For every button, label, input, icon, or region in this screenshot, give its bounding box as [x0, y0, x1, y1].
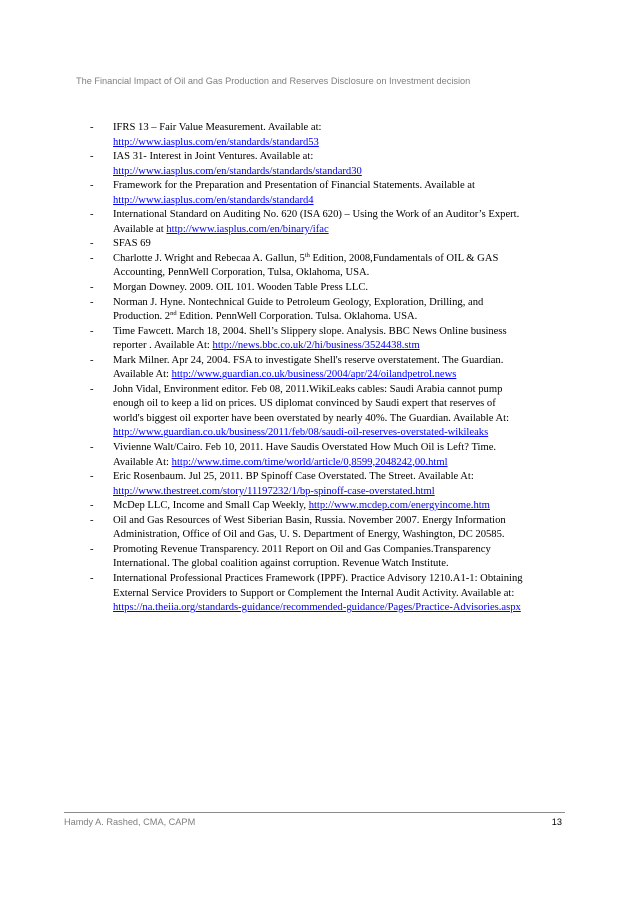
reference-item [90, 296, 570, 325]
reference-line [113, 601, 570, 616]
reference-item [90, 208, 570, 237]
reference-line [113, 296, 570, 311]
reference-text: Morgan Downey. 2009. OIL 101. Wooden Table Press LLC. [113, 282, 369, 294]
reference-item [90, 325, 570, 354]
reference-text: Charlotte J. Wright and Rebecaa A. Gallun, 5 [113, 252, 305, 264]
list-bullet: - [90, 151, 94, 163]
reference-line [113, 499, 570, 514]
reference-line [113, 528, 570, 543]
list-bullet: - [90, 282, 94, 294]
reference-link[interactable]: http://www.guardian.co.uk/business/2011/feb/08/saudi-oil-reserves-overstated-wikileaks [113, 427, 489, 439]
reference-item [90, 179, 570, 208]
reference-text: Available At: [113, 456, 172, 468]
reference-text: International Professional Practices Framework (IPPF). Practice Advisory 1210.A1-1: Obtaining [113, 572, 523, 584]
reference-link[interactable]: https://na.theiia.org/standards-guidance/recommended-guidance/Pages/Practice-Advisories.aspx [113, 602, 521, 614]
reference-line [113, 325, 570, 340]
running-header: The Financial Impact of Oil and Gas Production and Reserves Disclosure on Investment decision [76, 76, 471, 86]
reference-text: Edition. PennWell Corporation. Tulsa. Oklahoma. USA. [176, 311, 418, 323]
reference-line [113, 383, 570, 398]
reference-line [113, 587, 570, 602]
reference-line [113, 470, 570, 485]
reference-text: Norman J. Hyne. Nontechnical Guide to Petroleum Geology, Exploration, Drilling, and [113, 296, 484, 308]
reference-link[interactable]: http://www.iasplus.com/en/standards/standard4 [113, 194, 314, 206]
reference-text: enough oil to keep a lid on prices. US diplomat convinced by Saudi expert that reserves of [113, 398, 496, 410]
reference-text: Time Fawcett. March 18, 2004. Shell’s Slippery slope. Analysis. BBC News Online business [113, 325, 507, 337]
reference-line [113, 557, 570, 572]
reference-line [113, 397, 570, 412]
reference-item [90, 252, 570, 281]
reference-link[interactable]: http://www.guardian.co.uk/business/2004/apr/24/oilandpetrol.news [171, 369, 457, 381]
reference-line [113, 194, 570, 209]
reference-text: Promoting Revenue Transparency. 2011 Report on Oil and Gas Companies.Transparency [113, 543, 491, 555]
reference-line [113, 237, 570, 252]
reference-item [90, 354, 570, 383]
reference-line [113, 266, 570, 281]
footer-author: Hamdy A. Rashed, CMA, CAPM [64, 817, 196, 827]
reference-line [113, 354, 570, 369]
list-bullet: - [90, 209, 94, 221]
reference-line [113, 572, 570, 587]
reference-item [90, 383, 570, 441]
list-bullet: - [90, 252, 94, 264]
reference-text: Oil and Gas Resources of West Siberian Basin, Russia. November 2007. Energy Information [113, 514, 506, 526]
list-bullet: - [90, 122, 94, 133]
reference-item [90, 499, 570, 514]
reference-link[interactable]: http://www.iasplus.com/en/standards/standards/standard30 [113, 165, 362, 177]
reference-link[interactable]: http://news.bbc.co.uk/2/hi/business/3524438.stm [212, 340, 420, 352]
reference-link[interactable]: http://www.iasplus.com/en/binary/ifac [166, 223, 329, 235]
reference-text: International Standard on Auditing No. 620 (ISA 620) – Using the Work of an Auditor’s Expert. [113, 209, 520, 221]
reference-link[interactable]: http://www.iasplus.com/en/standards/standard53 [113, 136, 319, 148]
reference-line [113, 514, 570, 529]
reference-text: External Service Providers to Support or Complement the Internal Audit Activity. Available at: [113, 587, 515, 599]
reference-text: Mark Milner. Apr 24, 2004. FSA to investigate Shell's reserve overstatement. The Guardian. [113, 354, 504, 366]
list-bullet: - [90, 383, 94, 395]
reference-line [113, 543, 570, 558]
reference-line [113, 485, 570, 500]
list-bullet: - [90, 543, 94, 555]
footer-divider [64, 812, 565, 813]
reference-item [90, 121, 570, 150]
reference-item [90, 441, 570, 470]
reference-text: Production. 2 [113, 311, 171, 323]
reference-line [113, 179, 570, 194]
ordinal-superscript: nd [170, 310, 177, 318]
reference-text: Available At: [113, 369, 172, 381]
reference-line [113, 310, 570, 325]
reference-line [113, 208, 570, 223]
reference-item [90, 237, 570, 252]
reference-text: IAS 31- Interest in Joint Ventures. Available at: [113, 151, 314, 163]
reference-item [90, 543, 570, 572]
list-bullet: - [90, 572, 94, 584]
reference-text: reporter . Available At: [113, 340, 213, 352]
reference-link[interactable]: http://www.mcdep.com/energyincome.htm [308, 500, 490, 512]
reference-text: IFRS 13 – Fair Value Measurement. Available at: [113, 122, 322, 133]
reference-item [90, 150, 570, 179]
reference-line [113, 136, 570, 151]
list-bullet: - [90, 354, 94, 366]
reference-list [90, 121, 570, 616]
reference-line [113, 150, 570, 165]
reference-text: Edition, 2008,Fundamentals of OIL & GAS [309, 252, 499, 264]
reference-line [113, 223, 570, 238]
reference-text: world's biggest oil exporter have been overstated by nearly 40%. The Guardian. Available At: [113, 412, 510, 424]
reference-text: Accounting, PennWell Corporation, Tulsa, Oklahoma, USA. [113, 267, 370, 279]
reference-text: Framework for the Preparation and Presentation of Financial Statements. Available at [113, 180, 475, 192]
list-bullet: - [90, 471, 94, 483]
reference-link[interactable]: http://www.thestreet.com/story/11197232/1/bp-spinoff-case-overstated.html [113, 485, 435, 497]
reference-text: International. The global coalition against corruption. Revenue Watch Institute. [113, 558, 449, 570]
ordinal-superscript: th [304, 251, 310, 259]
reference-line [113, 121, 570, 136]
reference-item [90, 281, 570, 296]
reference-line [113, 426, 570, 441]
list-bullet: - [90, 442, 94, 454]
reference-line [113, 412, 570, 427]
list-bullet: - [90, 296, 94, 308]
reference-item [90, 470, 570, 499]
reference-line [113, 339, 570, 354]
reference-line [113, 281, 570, 296]
reference-text: Available at [113, 223, 167, 235]
reference-text: SFAS 69 [113, 238, 151, 250]
list-bullet: - [90, 500, 94, 512]
reference-item [90, 572, 570, 616]
reference-line [113, 252, 570, 267]
reference-line [113, 456, 570, 471]
list-bullet: - [90, 180, 94, 192]
reference-line [113, 368, 570, 383]
reference-text: McDep LLC, Income and Small Cap Weekly, [113, 500, 309, 512]
reference-item [90, 514, 570, 543]
list-bullet: - [90, 514, 94, 526]
reference-text: John Vidal, Environment editor. Feb 08, 2011.WikiLeaks cables: Saudi Arabia cannot pump [113, 383, 503, 395]
list-bullet: - [90, 325, 94, 337]
reference-text: Administration, Office of Oil and Gas, U. S. Department of Energy, Washington, DC 20585. [113, 529, 505, 541]
reference-line [113, 441, 570, 456]
reference-text: Eric Rosenbaum. Jul 25, 2011. BP Spinoff Case Overstated. The Street. Available At: [113, 471, 474, 483]
page-number: 13 [551, 817, 562, 827]
list-bullet: - [90, 238, 94, 250]
reference-link[interactable]: http://www.time.com/time/world/article/0,8599,2048242,00.html [171, 456, 448, 468]
reference-line [113, 165, 570, 180]
reference-text: Vivienne Walt/Cairo. Feb 10, 2011. Have Saudis Overstated How Much Oil is Left? Time. [113, 442, 497, 454]
